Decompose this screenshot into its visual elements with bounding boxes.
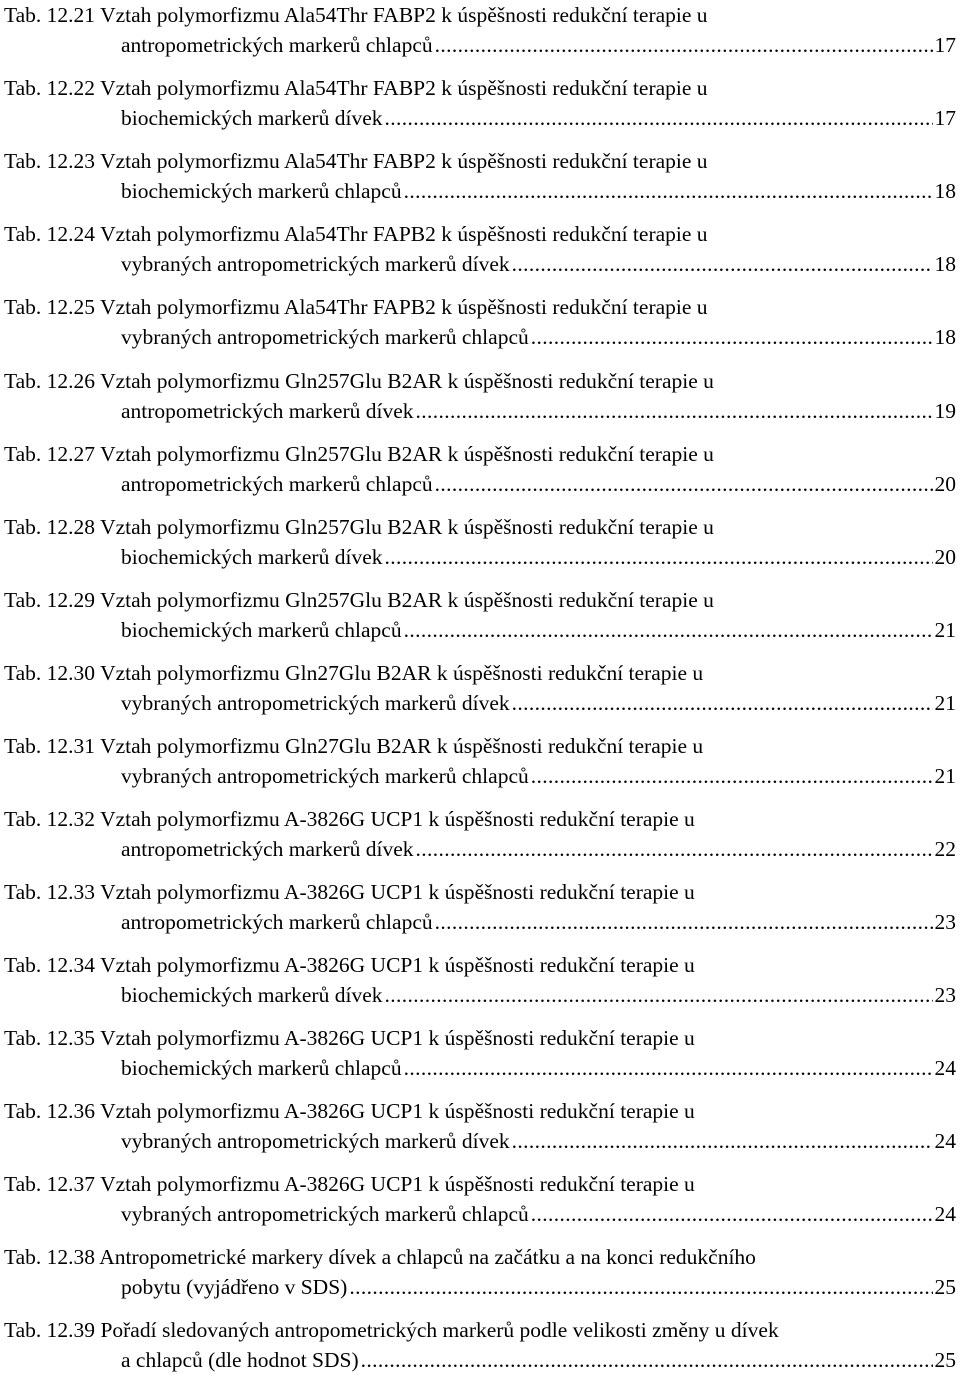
toc-entry-label: Tab. 12.35 bbox=[4, 1026, 96, 1050]
toc-entry-title-continuation: a chlapců (dle hodnot SDS) bbox=[121, 1348, 359, 1372]
toc-entry-heading bbox=[4, 512, 956, 542]
toc-entry-page-number[interactable]: 18 bbox=[934, 179, 956, 203]
dot-leader bbox=[416, 396, 933, 426]
toc-entry-page-number[interactable]: 23 bbox=[934, 910, 956, 934]
toc-entry-page-number[interactable]: 24 bbox=[934, 1056, 956, 1080]
toc-entry[interactable] bbox=[4, 877, 956, 937]
toc-entry-title: Vztah polymorfizmu Ala54Thr FAPB2 k úspěšnosti redukční terapie u bbox=[100, 222, 708, 246]
toc-entry[interactable] bbox=[4, 585, 956, 645]
toc-entry-title: Vztah polymorfizmu A-3826G UCP1 k úspěšnosti redukční terapie u bbox=[100, 1099, 695, 1123]
toc-entry[interactable] bbox=[4, 366, 956, 426]
toc-entry-title-continuation: biochemických markerů dívek bbox=[121, 983, 383, 1007]
toc-entry-label: Tab. 12.28 bbox=[4, 515, 96, 539]
toc-entry-label: Tab. 12.36 bbox=[4, 1099, 96, 1123]
toc-entry-continuation bbox=[4, 469, 956, 499]
toc-entry-label: Tab. 12.26 bbox=[4, 369, 96, 393]
toc-entry-heading bbox=[4, 1096, 956, 1126]
toc-entry-continuation bbox=[4, 249, 956, 279]
toc-entry-heading bbox=[4, 292, 956, 322]
toc-entry-title-continuation: vybraných antropometrických markerů chlapců bbox=[121, 764, 529, 788]
dot-leader bbox=[404, 1053, 933, 1083]
dot-leader bbox=[349, 1272, 932, 1302]
toc-entry-page-number[interactable]: 18 bbox=[934, 252, 956, 276]
toc-entry-continuation bbox=[4, 176, 956, 206]
toc-entry-title: Pořadí sledovaných antropometrických markerů podle velikosti změny u dívek bbox=[100, 1318, 779, 1342]
toc-entry-label: Tab. 12.30 bbox=[4, 661, 96, 685]
toc-entry-label: Tab. 12.24 bbox=[4, 222, 96, 246]
toc-entry-continuation bbox=[4, 688, 956, 718]
toc-entry-page-number[interactable]: 24 bbox=[934, 1202, 956, 1226]
toc-entry[interactable] bbox=[4, 73, 956, 133]
toc-entry-label: Tab. 12.39 bbox=[4, 1318, 96, 1342]
toc-entry[interactable] bbox=[4, 1315, 956, 1375]
toc-entry-label: Tab. 12.25 bbox=[4, 295, 96, 319]
toc-entry-title-continuation: biochemických markerů chlapců bbox=[121, 179, 402, 203]
toc-entry-title: Vztah polymorfizmu Gln27Glu B2AR k úspěšnosti redukční terapie u bbox=[100, 734, 704, 758]
toc-entry-heading bbox=[4, 1023, 956, 1053]
toc-entry[interactable] bbox=[4, 950, 956, 1010]
toc-entry-heading bbox=[4, 1315, 956, 1345]
dot-leader bbox=[361, 1345, 933, 1375]
toc-entry-label: Tab. 12.32 bbox=[4, 807, 96, 831]
toc-entry-page-number[interactable]: 25 bbox=[934, 1275, 956, 1299]
toc-entry-title: Vztah polymorfizmu Gln257Glu B2AR k úspěšnosti redukční terapie u bbox=[100, 588, 714, 612]
dot-leader bbox=[531, 322, 933, 352]
dot-leader bbox=[385, 542, 933, 572]
toc-entry-title: Vztah polymorfizmu Gln257Glu B2AR k úspěšnosti redukční terapie u bbox=[100, 515, 714, 539]
toc-entry-label: Tab. 12.31 bbox=[4, 734, 96, 758]
toc-entry-continuation bbox=[4, 1199, 956, 1229]
toc-entry-title: Vztah polymorfizmu Ala54Thr FABP2 k úspěšnosti redukční terapie u bbox=[100, 76, 708, 100]
toc-entry-heading bbox=[4, 877, 956, 907]
toc-entry-title: Vztah polymorfizmu Gln257Glu B2AR k úspěšnosti redukční terapie u bbox=[100, 369, 714, 393]
toc-entry[interactable] bbox=[4, 1169, 956, 1229]
toc-entry-continuation bbox=[4, 834, 956, 864]
toc-entry[interactable] bbox=[4, 219, 956, 279]
toc-entry-label: Tab. 12.22 bbox=[4, 76, 96, 100]
toc-entry-page-number[interactable]: 25 bbox=[934, 1348, 956, 1372]
toc-entry-label: Tab. 12.38 bbox=[4, 1245, 96, 1269]
toc-entry-heading bbox=[4, 219, 956, 249]
toc-entry-page-number[interactable]: 18 bbox=[934, 325, 956, 349]
toc-entry-heading bbox=[4, 146, 956, 176]
toc-entry-title-continuation: antropometrických markerů dívek bbox=[121, 837, 414, 861]
toc-entry[interactable] bbox=[4, 0, 956, 60]
toc-entry-title-continuation: vybraných antropometrických markerů dívek bbox=[121, 691, 510, 715]
toc-entry-title: Vztah polymorfizmu Gln27Glu B2AR k úspěšnosti redukční terapie u bbox=[100, 661, 704, 685]
toc-entry-continuation bbox=[4, 542, 956, 572]
dot-leader bbox=[435, 30, 933, 60]
toc-entry-title: Vztah polymorfizmu A-3826G UCP1 k úspěšnosti redukční terapie u bbox=[100, 1026, 695, 1050]
toc-entry-label: Tab. 12.27 bbox=[4, 442, 96, 466]
toc-entry-page-number[interactable]: 20 bbox=[934, 472, 956, 496]
toc-entry-title-continuation: biochemických markerů dívek bbox=[121, 545, 383, 569]
toc-entry-page-number[interactable]: 19 bbox=[934, 399, 956, 423]
toc-entry-continuation bbox=[4, 103, 956, 133]
dot-leader bbox=[531, 761, 933, 791]
toc-entry[interactable] bbox=[4, 146, 956, 206]
dot-leader bbox=[512, 1126, 933, 1156]
toc-entry-title-continuation: biochemických markerů dívek bbox=[121, 106, 383, 130]
toc-entry-heading bbox=[4, 439, 956, 469]
toc-entry-label: Tab. 12.33 bbox=[4, 880, 96, 904]
toc-entry[interactable] bbox=[4, 1096, 956, 1156]
dot-leader bbox=[416, 834, 933, 864]
toc-entry-continuation bbox=[4, 322, 956, 352]
toc-entry-title: Vztah polymorfizmu A-3826G UCP1 k úspěšnosti redukční terapie u bbox=[100, 880, 695, 904]
toc-entry-heading bbox=[4, 73, 956, 103]
toc-entry-page-number[interactable]: 21 bbox=[934, 691, 956, 715]
toc-entry[interactable] bbox=[4, 439, 956, 499]
toc-entry-label: Tab. 12.37 bbox=[4, 1172, 96, 1196]
toc-entry-title-continuation: antropometrických markerů chlapců bbox=[121, 910, 433, 934]
toc-entry-page-number[interactable]: 17 bbox=[934, 33, 956, 57]
toc-entry-continuation bbox=[4, 30, 956, 60]
toc-entry-title: Vztah polymorfizmu Ala54Thr FAPB2 k úspěšnosti redukční terapie u bbox=[100, 295, 708, 319]
toc-entry[interactable] bbox=[4, 292, 956, 352]
toc-entry-heading bbox=[4, 1242, 956, 1272]
dot-leader bbox=[435, 907, 933, 937]
dot-leader bbox=[531, 1199, 933, 1229]
toc-entry-title: Antropometrické markery dívek a chlapců na začátku a na konci redukčního bbox=[99, 1245, 756, 1269]
toc-entry-continuation bbox=[4, 1272, 956, 1302]
toc-entry-continuation bbox=[4, 907, 956, 937]
toc-entry[interactable] bbox=[4, 804, 956, 864]
toc-entry-heading bbox=[4, 366, 956, 396]
dot-leader bbox=[512, 688, 933, 718]
toc-entry-title: Vztah polymorfizmu A-3826G UCP1 k úspěšnosti redukční terapie u bbox=[100, 807, 695, 831]
toc-entry-page-number[interactable]: 22 bbox=[934, 837, 956, 861]
toc-entry-continuation bbox=[4, 761, 956, 791]
toc-entry-title: Vztah polymorfizmu A-3826G UCP1 k úspěšnosti redukční terapie u bbox=[100, 1172, 695, 1196]
toc-entry-title: Vztah polymorfizmu Ala54Thr FABP2 k úspěšnosti redukční terapie u bbox=[100, 3, 708, 27]
toc-entry-page-number[interactable]: 23 bbox=[934, 983, 956, 1007]
toc-entry-label: Tab. 12.21 bbox=[4, 3, 96, 27]
toc-entry-page-number[interactable]: 20 bbox=[934, 545, 956, 569]
toc-entry[interactable] bbox=[4, 512, 956, 572]
toc-entry-title-continuation: pobytu (vyjádřeno v SDS) bbox=[121, 1275, 348, 1299]
toc-entry-continuation bbox=[4, 1053, 956, 1083]
toc-entry[interactable] bbox=[4, 1242, 956, 1302]
toc-entry-label: Tab. 12.34 bbox=[4, 953, 96, 977]
toc-entry-title-continuation: vybraných antropometrických markerů chlapců bbox=[121, 325, 529, 349]
dot-leader bbox=[435, 469, 933, 499]
toc-entry-heading bbox=[4, 0, 956, 30]
toc-entry-label: Tab. 12.23 bbox=[4, 149, 96, 173]
toc-entry-title-continuation: antropometrických markerů chlapců bbox=[121, 33, 433, 57]
toc-entry-title-continuation: antropometrických markerů dívek bbox=[121, 399, 414, 423]
toc-entry-page-number[interactable]: 17 bbox=[934, 106, 956, 130]
dot-leader bbox=[404, 176, 933, 206]
toc-entry-label: Tab. 12.29 bbox=[4, 588, 96, 612]
toc-entry-title-continuation: antropometrických markerů chlapců bbox=[121, 472, 433, 496]
toc-entry-title: Vztah polymorfizmu Ala54Thr FABP2 k úspěšnosti redukční terapie u bbox=[100, 149, 708, 173]
toc-entry-heading bbox=[4, 585, 956, 615]
toc-entry-heading bbox=[4, 1169, 956, 1199]
toc-entry[interactable] bbox=[4, 658, 956, 718]
toc-entry-title-continuation: biochemických markerů chlapců bbox=[121, 618, 402, 642]
toc-entry[interactable] bbox=[4, 731, 956, 791]
toc-entry-continuation bbox=[4, 396, 956, 426]
dot-leader bbox=[385, 980, 933, 1010]
dot-leader bbox=[385, 103, 933, 133]
toc-entry[interactable] bbox=[4, 1023, 956, 1083]
toc-entry-title-continuation: vybraných antropometrických markerů dívek bbox=[121, 1129, 510, 1153]
toc-entry-continuation bbox=[4, 615, 956, 645]
toc-entry-heading bbox=[4, 658, 956, 688]
toc-entry-continuation bbox=[4, 1126, 956, 1156]
toc-entry-heading bbox=[4, 804, 956, 834]
dot-leader bbox=[512, 249, 933, 279]
toc-entry-continuation bbox=[4, 1345, 956, 1375]
toc-entry-page-number[interactable]: 24 bbox=[934, 1129, 956, 1153]
toc-entry-continuation bbox=[4, 980, 956, 1010]
toc-entry-title: Vztah polymorfizmu A-3826G UCP1 k úspěšnosti redukční terapie u bbox=[100, 953, 695, 977]
dot-leader bbox=[404, 615, 933, 645]
toc-entry-title-continuation: vybraných antropometrických markerů dívek bbox=[121, 252, 510, 276]
toc-entry-heading bbox=[4, 731, 956, 761]
toc-entry-title-continuation: vybraných antropometrických markerů chlapců bbox=[121, 1202, 529, 1226]
toc-entry-page-number[interactable]: 21 bbox=[934, 618, 956, 642]
toc-entry-title: Vztah polymorfizmu Gln257Glu B2AR k úspěšnosti redukční terapie u bbox=[100, 442, 714, 466]
toc-entry-title-continuation: biochemických markerů chlapců bbox=[121, 1056, 402, 1080]
toc-entry-page-number[interactable]: 21 bbox=[934, 764, 956, 788]
toc-entry-heading bbox=[4, 950, 956, 980]
